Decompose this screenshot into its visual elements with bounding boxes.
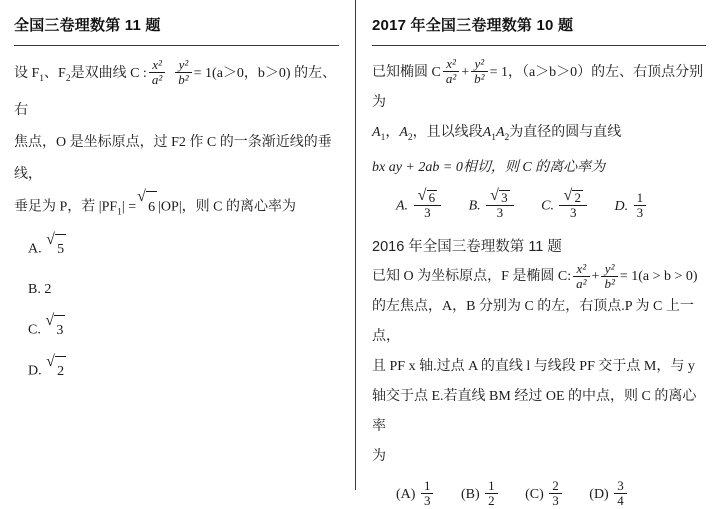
right-q2-frac2-den: b² (601, 276, 617, 291)
left-option-c-value: 3 (54, 315, 65, 346)
right-q1-option-c-label: C. (541, 198, 554, 214)
left-stem-text-3b: | = (121, 199, 137, 215)
right-q2-option-c[interactable] (525, 480, 564, 509)
right-q1-option-a-den: 3 (414, 205, 442, 220)
left-option-c[interactable] (14, 315, 339, 346)
left-stem-text-1c: 是双曲线 C : (70, 66, 147, 81)
right-q1-a1-seg-sub: 1 (491, 132, 496, 143)
right-q1-option-a-sqrt (418, 190, 438, 205)
right-q1-option-b-den: 3 (486, 205, 514, 220)
right-q2-options (372, 480, 706, 509)
left-sqrt-6 (137, 191, 157, 224)
right-q1-option-c-sqrt (563, 190, 583, 205)
right-q2-frac2-num: y² (604, 260, 615, 276)
right-q1-a1-seg: A (482, 125, 492, 140)
right-q1-option-a-radicand: 6 (428, 190, 436, 206)
left-option-d-sqrt (46, 356, 66, 387)
right-q1-option-a-fraction (414, 190, 442, 221)
right-q1-text-2d: ，且以线段 (412, 125, 483, 140)
left-fraction-y2-b2 (175, 58, 191, 87)
left-stem-text-1a: 设 F (14, 66, 40, 81)
left-column (0, 0, 356, 490)
right-q1-a2-seg: A (495, 125, 505, 140)
left-options-list (14, 234, 339, 387)
left-option-b-value: 2 (44, 282, 52, 298)
right-q1-option-d[interactable] (614, 189, 648, 221)
right-q2-option-a-den: 3 (421, 493, 434, 508)
right-q1-a2-sub: 2 (407, 132, 413, 143)
right-q2-option-a-label: (A) (396, 487, 416, 503)
right-q1-option-c[interactable] (541, 191, 589, 222)
right-q1-frac2-num: y² (474, 56, 485, 72)
left-stem-text-3c: |OP|，则 C 的离心率为 (158, 199, 296, 215)
right-q2-option-b-label: (B) (460, 487, 480, 503)
right-q1-text-2g: 为直径的圆与直线 (509, 125, 622, 140)
right-q2-option-a[interactable] (396, 480, 435, 509)
right-q2-option-d-label: (D) (589, 487, 609, 503)
right-q2-line-2: 的左焦点，A，B 分别为 C 的左，右顶点.P 为 C 上一点， (372, 299, 694, 345)
left-stem-line-1 (14, 58, 339, 127)
right-q1-option-b-label: B. (468, 198, 481, 214)
right-q1-text-1b: = 1，（a＞b＞0）的左、右顶点分别为 (372, 65, 704, 110)
right-q1-options (372, 191, 706, 222)
left-fraction-numerator-1: x² (152, 57, 162, 73)
left-option-b[interactable] (14, 275, 339, 305)
right-question-2-title: 2016 年全国三卷理数第 11 题 (372, 239, 562, 256)
left-stem-text-3a: 垂足为 P，若 |PF (14, 199, 118, 215)
right-q2-line-3: 且 PF x 轴.过点 A 的直线 l 与线段 PF 交于点 M，与 y (372, 359, 695, 375)
right-q1-frac1-num: x² (446, 56, 456, 72)
right-q2-option-c-label: (C) (525, 487, 544, 503)
right-q1-option-b-num (486, 190, 514, 206)
right-q2-text-1b: = 1(a > b > 0) (619, 269, 698, 285)
right-q2-option-c-fraction (549, 479, 562, 508)
right-q1-option-a-label: A. (396, 198, 409, 214)
right-q1-option-c-den: 3 (559, 205, 587, 220)
right-q1-comma: ， (385, 125, 400, 140)
right-q2-option-b-num: 1 (488, 478, 495, 494)
left-stem-line-3 (14, 191, 339, 229)
right-title-divider (372, 45, 706, 46)
right-q1-line-3 (372, 153, 706, 183)
left-stem-sub-2: 2 (65, 73, 71, 84)
right-q2-fraction-x2-a2 (573, 262, 589, 291)
left-option-a-label: A. (28, 242, 42, 258)
right-q1-option-d-fraction (634, 191, 647, 220)
right-q2-option-b[interactable] (461, 480, 500, 509)
right-q2-frac1-den: a² (573, 276, 589, 291)
right-q1-option-c-radicand: 2 (574, 190, 581, 206)
left-fraction-denominator-2: b² (175, 72, 191, 87)
right-column (356, 0, 720, 509)
right-q1-option-c-num (559, 190, 587, 206)
left-question-title: 全国三卷理数第 11 题 (14, 17, 161, 34)
right-q2-plus: + (591, 269, 600, 285)
right-q2-line-5: 为 (372, 449, 386, 465)
right-q2-option-d-fraction (614, 479, 627, 508)
right-q1-a1: A (372, 125, 381, 140)
left-stem-text-1b: 、F (44, 66, 66, 81)
right-question-1-title: 2017 年全国三卷理数第 10 题 (372, 17, 574, 34)
left-option-d[interactable] (14, 356, 339, 387)
right-q1-a2: A (399, 125, 408, 140)
left-fraction-numerator-2: y² (178, 57, 189, 73)
left-option-c-sqrt (45, 315, 65, 346)
right-q2-frac1-num: x² (576, 260, 587, 276)
right-q2-option-c-den: 3 (549, 493, 562, 508)
right-q1-option-a-num (414, 190, 442, 206)
left-option-b-label: B. (28, 282, 41, 298)
right-q1-option-b-fraction (486, 190, 514, 221)
right-q2-fraction-y2-b2 (601, 262, 617, 291)
right-q2-option-b-den: 2 (485, 493, 498, 508)
right-q1-line-1 (372, 58, 706, 118)
right-q1-line-2 (372, 118, 706, 153)
right-q1-option-d-label: D. (614, 198, 629, 214)
left-fraction-denominator-1: a² (149, 72, 165, 87)
left-title-divider (14, 45, 339, 46)
right-q1-option-a[interactable] (396, 191, 443, 222)
right-q2-text-1a: 已知 O 为坐标原点，F 是椭圆 C: (372, 269, 572, 285)
left-option-c-label: C. (28, 323, 41, 339)
right-q1-option-b-sqrt (490, 190, 510, 205)
right-q2-option-b-fraction (485, 479, 498, 508)
right-q1-option-d-num: 1 (636, 189, 644, 205)
left-stem-sub-3: 1 (117, 207, 122, 218)
right-q1-option-b[interactable] (469, 191, 516, 222)
left-option-a-sqrt (46, 234, 66, 265)
right-q1-frac2-den: b² (471, 71, 487, 86)
right-q2-option-a-num: 1 (423, 478, 431, 494)
right-q2-option-d-num: 3 (617, 478, 624, 494)
left-option-a[interactable] (14, 234, 339, 265)
right-q1-a1-sub: 1 (380, 132, 386, 143)
left-sqrt-6-radicand: 6 (146, 191, 157, 224)
right-q1-option-c-fraction (559, 190, 587, 221)
right-q2-line-4: 轴交于点 E.若直线 BM 经过 OE 的中点，则 C 的离心率 (372, 389, 697, 435)
right-q1-option-b-radicand: 3 (501, 190, 508, 206)
right-q2-option-d-den: 4 (614, 493, 627, 508)
right-q1-fraction-y2-b2 (471, 57, 487, 86)
right-q1-option-d-den: 3 (634, 205, 647, 220)
right-q1-text-1a: 已知椭圆 C (372, 65, 441, 80)
left-stem-line-2: 焦点，O 是坐标原点，过 F2 作 C 的一条渐近线的垂线， (14, 134, 332, 182)
right-q1-fraction-x2-a2 (443, 57, 459, 86)
left-option-d-label: D. (28, 364, 42, 380)
right-q2-option-d[interactable] (589, 480, 628, 509)
right-q1-equation: bx ay + 2ab = 0相切，则 C 的离心率为 (372, 159, 606, 175)
left-option-d-value: 2 (55, 356, 66, 387)
right-question-2-stem (372, 262, 706, 472)
left-option-a-value: 5 (55, 234, 66, 265)
left-stem-text-1d: = 1(a＞0，b＞0) 的左、右 (14, 66, 337, 118)
right-q2-line-1 (372, 262, 706, 292)
right-q1-plus: + (461, 65, 470, 80)
left-question-stem (14, 58, 339, 228)
right-question-1-stem (372, 58, 706, 183)
right-q1-frac1-den: a² (443, 71, 459, 86)
right-q1-a2-seg-sub: 2 (504, 132, 510, 143)
right-q2-option-c-num: 2 (552, 478, 559, 494)
left-fraction-x2-a2 (149, 58, 165, 87)
left-stem-sub-1: 1 (39, 73, 45, 84)
right-q2-option-a-fraction (421, 479, 434, 508)
